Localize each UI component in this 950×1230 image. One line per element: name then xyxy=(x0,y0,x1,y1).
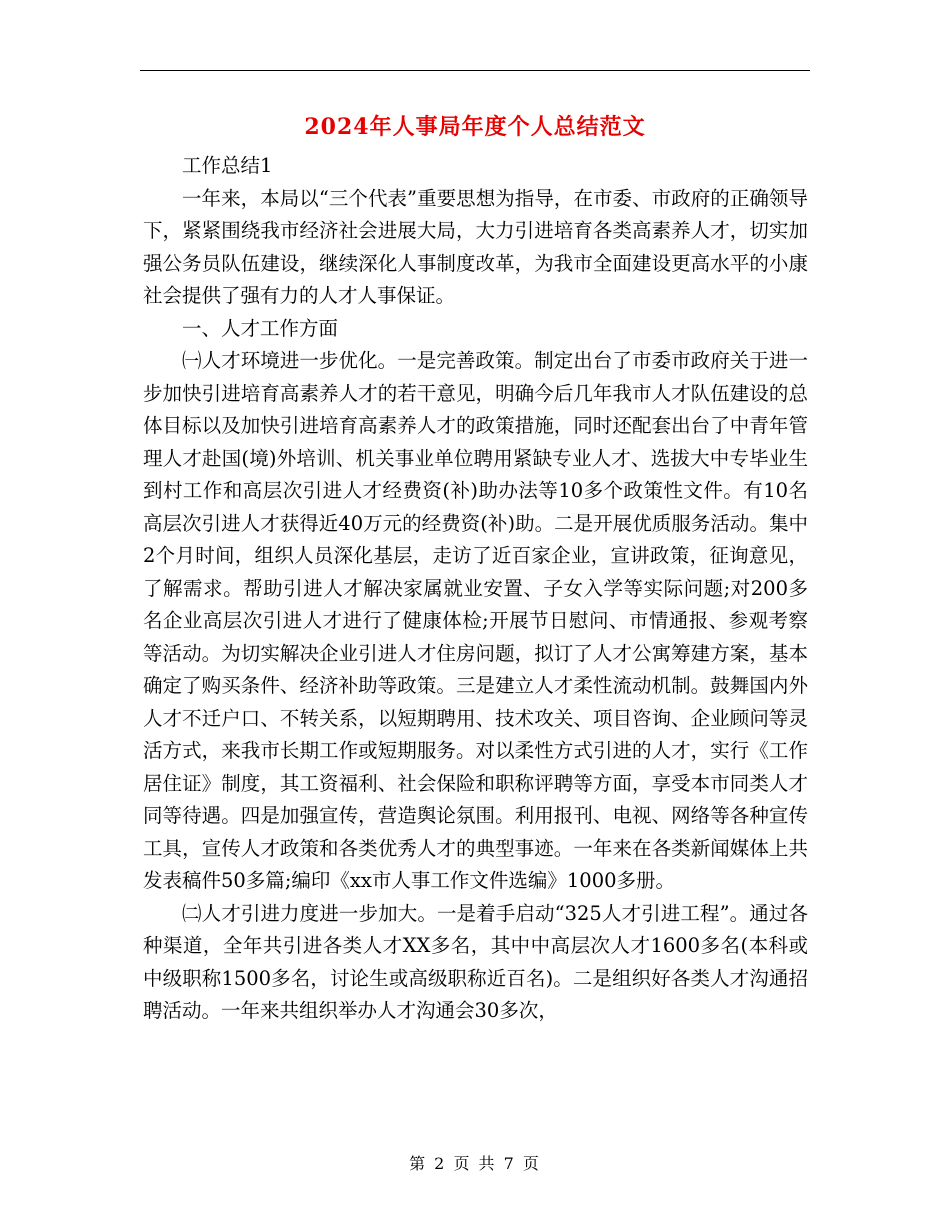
document-title: 2024年人事局年度个人总结范文 xyxy=(304,114,646,140)
page-number: 第 2 页 共 7 页 xyxy=(409,1154,541,1173)
document-body xyxy=(143,150,808,1028)
section-heading-talent-work: 一、人才工作方面 xyxy=(182,316,339,340)
section-heading-work-summary: 工作总结1 xyxy=(182,154,273,177)
paragraph-intro: 一年来，本局以“三个代表”重要思想为指导，在市委、市政府的正确领导下，紧紧围绕我市经济社会进展大局，大力引进培育各类高素养人才，切实加强公务员队伍建设，继续深化人事制度改革，为我市全面建设更高水平的小康社会提供了强有力的人才人事保证。 xyxy=(143,186,808,307)
paragraph-talent-introduction: ㈡人才引进力度进一步加大。一是着手启动“325人才引进工程”。通过各种渠道，全年共引进各类人才XX多名，其中中高层次人才1600多名(本科或中级职称1500多名，讨论生或高级职称近百名)。二是组织好各类人才沟通招聘活动。一年来共组织举办人才沟通会30多次， xyxy=(143,901,808,1022)
header-rule xyxy=(140,70,810,71)
paragraph-talent-environment: ㈠人才环境进一步优化。一是完善政策。制定出台了市委市政府关于进一步加快引进培育高素养人才的若干意见，明确今后几年我市人才队伍建设的总体目标以及加快引进培育高素养人才的政策措施，同时还配套出台了中青年管理人才赴国(境)外培训、机关事业单位聘用紧缺专业人才、选拔大中专毕业生到村工作和高层次引进人才经费资(补)助办法等10多个政策性文件。有10名高层次引进人才获得近40万元的经费资(补)助。二是开展优质服务活动。集中2个月时间，组织人员深化基层，走访了近百家企业，宣讲政策，征询意见，了解需求。帮助引进人才解决家属就业安置、子女入学等实际问题;对200多名企业高层次引进人才进行了健康体检;开展节日慰问、市情通报、参观考察等活动。为切实解决企业引进人才住房问题，拟订了人才公寓筹建方案，基本确定了购买条件、经济补助等政策。三是建立人才柔性流动机制。鼓舞国内外人才不迁户口、不转关系，以短期聘用、技术攻关、项目咨询、企业顾问等灵活方式，来我市长期工作或短期服务。对以柔性方式引进的人才，实行《工作居住证》制度，其工资福利、社会保险和职称评聘等方面，享受本市同类人才同等待遇。四是加强宣传，营造舆论氛围。利用报刊、电视、网络等各种宣传工具，宣传人才政策和各类优秀人才的典型事迹。一年来在各类新闻媒体上共发表稿件50多篇;编印《xx市人事工作文件选编》1000多册。 xyxy=(143,349,808,892)
